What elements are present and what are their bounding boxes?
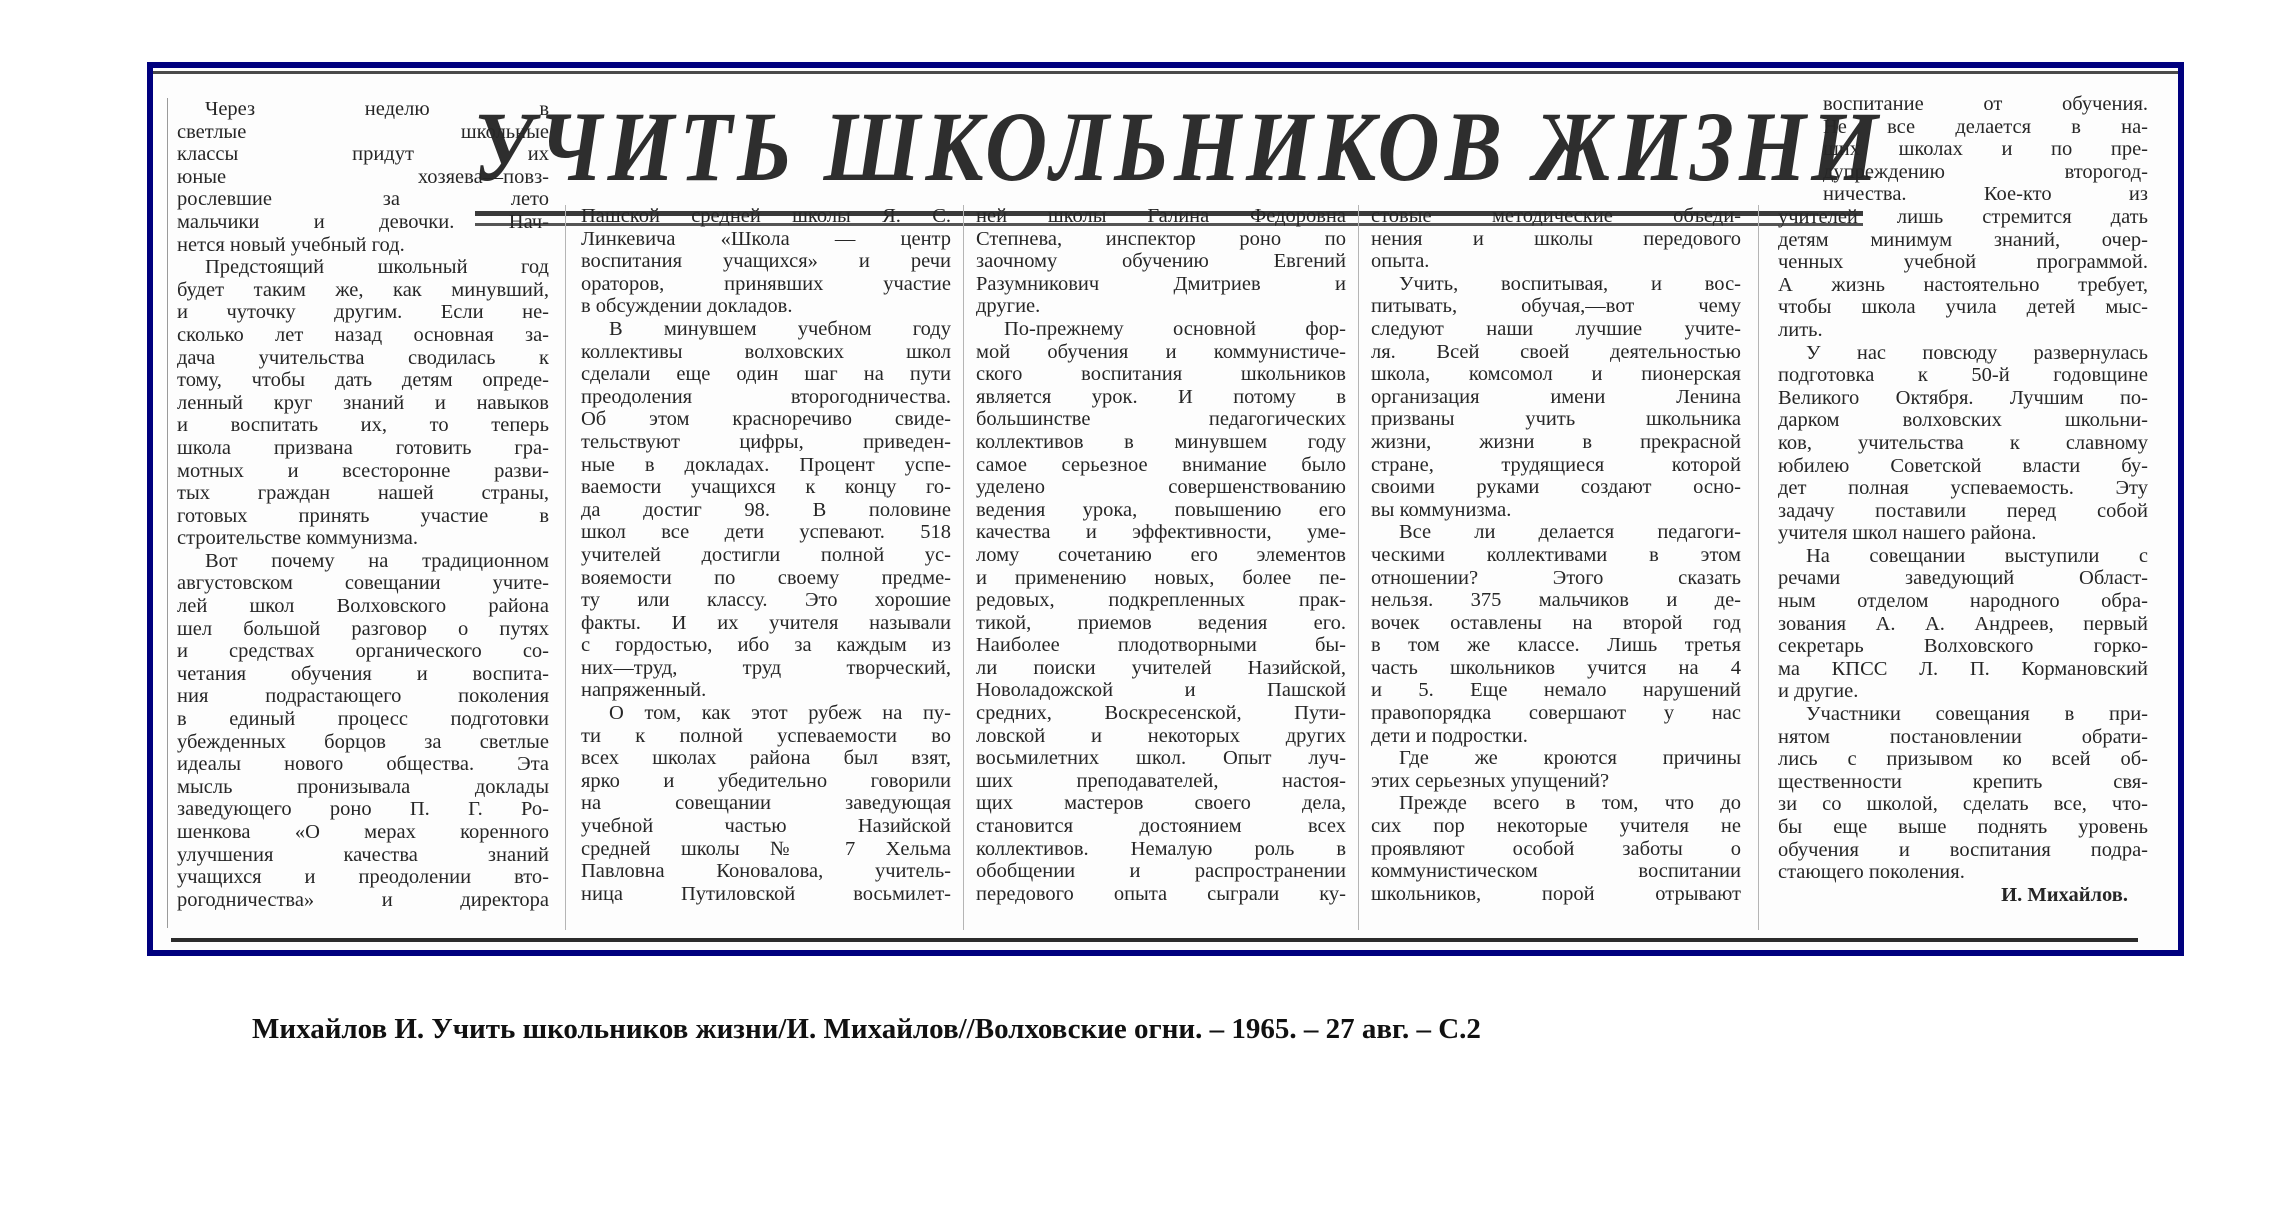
- article-text-line: Наиболее плодотворными бы-: [976, 634, 1346, 657]
- newspaper-clipping: [153, 68, 2178, 950]
- article-text-line: ярко и убедительно говорили: [581, 769, 951, 792]
- bibliographic-citation: Михайлов И. Учить школьников жизни/И. Михайлов//Волховские огни. – 1965. – 27 авг. – С.2: [252, 1013, 1481, 1045]
- article-text-line: Прежде всего в том, что до: [1399, 792, 1741, 815]
- article-text-line: напряженный.: [581, 679, 707, 702]
- article-text-line: идеалы нового общества. Эта: [177, 753, 549, 776]
- article-text-line: стающего поколения.: [1778, 861, 1965, 884]
- article-text-line: ту или классу. Это хорошие: [581, 589, 951, 612]
- article-text-line: лому сочетанию его элементов: [976, 543, 1346, 566]
- article-text-line: и чуточку другим. Если не-: [177, 301, 549, 324]
- article-text-line: вы коммунизма.: [1371, 498, 1512, 521]
- article-text-line: ших преподавателей, настоя-: [976, 769, 1346, 792]
- article-text-line: уделено совершенствованию: [976, 476, 1346, 499]
- article-text-line: мой обучения и коммунистиче-: [976, 340, 1346, 363]
- article-text-line: с гордостью, ибо за каждым из: [581, 634, 951, 657]
- bottom-rule: [171, 938, 2138, 942]
- article-text-line: мотных и всесторонне разви-: [177, 459, 549, 482]
- article-text-line: часть школьников учится на 4: [1371, 656, 1741, 679]
- article-text-line: ма КПСС Л. П. Кормановский: [1778, 657, 2148, 680]
- article-text-line: средних, Воскресенской, Пути-: [976, 702, 1346, 725]
- article-text-line: в том же классе. Лишь третья: [1371, 634, 1741, 657]
- article-column-4: [1371, 205, 1741, 905]
- article-text-line: в обсуждении докладов.: [581, 295, 793, 318]
- article-text-line: Участники совещания в при-: [1806, 703, 2148, 726]
- article-text-line: правопорядка совершают у нас: [1371, 702, 1741, 725]
- author-signature: И. Михайлов.: [2001, 883, 2128, 906]
- article-text-line: ница Путиловской восьмилет-: [581, 882, 951, 905]
- article-text-line: дет полная успеваемость. Эту: [1778, 477, 2148, 500]
- article-text-line: ти к полной успеваемости во: [581, 724, 951, 747]
- article-text-line: дети и подростки.: [1371, 724, 1528, 747]
- article-text-line: светлые школьные: [177, 120, 549, 143]
- article-text-line: мальчики и девочки. Нач-: [177, 210, 549, 233]
- article-text-line: Не все делается в на-: [1823, 115, 2148, 138]
- article-text-line: ков, учительства к славному: [1778, 431, 2148, 454]
- article-text-line: передового опыта сыграли ку-: [976, 882, 1346, 905]
- article-text-line: шел большой разговор о путях: [177, 617, 549, 640]
- article-text-line: будет таким же, как минувший,: [177, 278, 549, 301]
- article-text-line: коллективов. Немалую роль в: [976, 837, 1346, 860]
- article-text-line: школа, комсомол и пионерская: [1371, 363, 1741, 386]
- article-text-line: стовые методические объеди-: [1371, 205, 1741, 227]
- article-text-line: своими руками создают осно-: [1371, 476, 1741, 499]
- article-text-line: качества и эффективности, уме-: [976, 521, 1346, 544]
- article-text-line: ченных учебной программой.: [1778, 251, 2148, 274]
- article-text-line: тикой, приемов ведения его.: [976, 611, 1346, 634]
- article-text-line: Павловна Коновалова, учитель-: [581, 860, 951, 883]
- article-text-line: и 5. Еще немало нарушений: [1371, 679, 1741, 702]
- article-text-line: организация имени Ленина: [1371, 385, 1741, 408]
- article-text-line: рогодничества» и директора: [177, 888, 549, 911]
- top-rule: [153, 71, 2178, 74]
- article-text-line: и другие.: [1778, 680, 1859, 703]
- article-text-line: ные в докладах. Процент успе-: [581, 453, 951, 476]
- article-text-line: ваемости учащихся к концу го-: [581, 476, 951, 499]
- article-text-line: Предстоящий школьный год: [205, 256, 549, 279]
- article-text-line: самое серьезное внимание было: [976, 453, 1346, 476]
- article-text-line: учителя школ нашего района.: [1778, 522, 2037, 545]
- article-text-line: На совещании выступили с: [1806, 544, 2148, 567]
- article-text-line: юные хозяева—повз-: [177, 165, 549, 188]
- article-text-line: ловской и некоторых других: [976, 724, 1346, 747]
- article-text-line: ших школах и по пре-: [1823, 138, 2148, 161]
- article-text-line: дача учительства сводилась к: [177, 346, 549, 369]
- article-text-line: коллективы волховских школ: [581, 340, 951, 363]
- article-text-line: речами заведующий Област-: [1778, 567, 2148, 590]
- article-text-line: школа призвана готовить гра-: [177, 436, 549, 459]
- article-text-line: лись с призывом ко всей об-: [1778, 748, 2148, 771]
- article-text-line: да достиг 98. В половине: [581, 498, 951, 521]
- article-text-line: учителей лишь стремится дать: [1778, 205, 2148, 228]
- article-text-line: обобщении и распространении: [976, 860, 1346, 883]
- article-text-line: ней школы Галина Федоровна: [976, 205, 1346, 227]
- article-text-line: проявляют особой заботы о: [1371, 837, 1741, 860]
- article-text-line: подготовка к 50-й годовщине: [1778, 364, 2148, 387]
- column-divider: [963, 205, 964, 930]
- article-text-line: лить.: [1778, 318, 1823, 341]
- article-text-line: тельствуют цифры, приведен-: [581, 430, 951, 453]
- article-text-line: рослевшие за лето: [177, 188, 549, 211]
- article-column-3: [976, 205, 1346, 905]
- article-text-line: сих пор некоторые учителя не: [1371, 815, 1741, 838]
- article-text-line: следуют наши лучшие учите-: [1371, 317, 1741, 340]
- article-text-line: шенкова «О мерах коренного: [177, 821, 549, 843]
- article-text-line: и воспитать их, то теперь: [177, 414, 549, 437]
- article-text-line: щественности крепить свя-: [1778, 770, 2148, 793]
- article-text-line: лей школ Волховского района: [177, 595, 549, 618]
- article-text-line: ораторов, принявших участие: [581, 272, 951, 295]
- article-text-line: По-прежнему основной фор-: [1004, 317, 1346, 340]
- article-text-line: сделали еще один шаг на пути: [581, 363, 951, 386]
- article-text-line: Все ли делается педагоги-: [1399, 521, 1741, 544]
- article-text-line: зи со школой, сделать все, что-: [1778, 793, 2148, 816]
- article-text-line: секретарь Волховского горко-: [1778, 635, 2148, 658]
- article-text-line: ленный круг знаний и навыков: [177, 391, 549, 414]
- column-divider: [565, 205, 566, 930]
- article-text-line: отношении? Этого сказать: [1371, 566, 1741, 589]
- article-text-line: заочному обучению Евгений: [976, 250, 1346, 273]
- article-text-line: ным отделом народного обра-: [1778, 590, 2148, 613]
- article-text-line: Учить, воспитывая, и вос-: [1399, 272, 1741, 295]
- column-divider: [1758, 205, 1759, 930]
- article-text-line: зования А. А. Андреев, первый: [1778, 612, 2148, 635]
- article-text-line: Через неделю в: [205, 98, 549, 120]
- article-text-line: Вот почему на традиционном: [205, 549, 549, 572]
- article-text-line: учителей достигли полной ус-: [581, 543, 951, 566]
- article-text-line: заведующего роно П. Г. Ро-: [177, 798, 549, 821]
- article-text-line: Степнева, инспектор роно по: [976, 227, 1346, 250]
- article-text-line: Великого Октября. Лучшим по-: [1778, 386, 2148, 409]
- article-text-line: воспитания учащихся» и речи: [581, 250, 951, 273]
- article-text-line: четания обучения и воспита-: [177, 662, 549, 685]
- article-text-line: убежденных борцов за светлые: [177, 730, 549, 753]
- article-text-line: чтобы школа учила детей мыс-: [1778, 296, 2148, 319]
- article-text-line: бы еще выше поднять уровень: [1778, 816, 2148, 838]
- article-text-line: ничества. Кое-кто из: [1823, 183, 2148, 206]
- article-text-line: мысль пронизывала доклады: [177, 775, 549, 798]
- article-text-line: тых граждан нашей страны,: [177, 482, 549, 505]
- article-text-line: августовском совещании учите-: [177, 572, 549, 595]
- article-text-line: ли поиски учителей Назийской,: [976, 656, 1346, 679]
- article-text-line: Где же кроются причины: [1399, 747, 1741, 770]
- article-column-2: [581, 205, 951, 905]
- article-text-line: Новоладожской и Пашской: [976, 679, 1346, 702]
- article-text-line: О том, как этот рубеж на пу-: [609, 702, 951, 725]
- article-text-line: щих мастеров своего дела,: [976, 792, 1346, 815]
- article-text-line: ческими коллективами в этом: [1371, 543, 1741, 566]
- article-text-line: средней школы № 7 Хельма: [581, 837, 951, 860]
- article-text-line: и средствах органического со-: [177, 640, 549, 663]
- article-headline: УЧИТЬ ШКОЛЬНИКОВ ЖИЗНИ: [473, 91, 1884, 202]
- article-text-line: А жизнь настоятельно требует,: [1778, 273, 2148, 296]
- article-text-line: стране, трудящиеся которой: [1371, 453, 1741, 476]
- column-divider: [1358, 205, 1359, 930]
- article-text-line: Пашской средней школы Я. С.: [581, 205, 951, 227]
- article-column-1: [177, 98, 549, 911]
- article-text-line: вочек оставлены на второй год: [1371, 611, 1741, 634]
- article-text-line: юбилею Советской власти бу-: [1778, 454, 2148, 477]
- article-text-line: сколько лет назад основная за-: [177, 323, 549, 346]
- article-text-line: ведения урока, повышению его: [976, 498, 1346, 521]
- article-text-line: учащихся и преодолении вто-: [177, 866, 549, 889]
- article-text-line: нятом постановлении обрати-: [1778, 725, 2148, 748]
- article-text-line: улучшения качества знаний: [177, 843, 549, 866]
- article-text-line: большинстве педагогических: [976, 408, 1346, 431]
- article-text-line: школ все дети успевают. 518: [581, 521, 951, 544]
- article-text-line: другие.: [976, 295, 1041, 318]
- article-text-line: У нас повсюду развернулась: [1806, 341, 2148, 364]
- article-text-line: опыта.: [1371, 250, 1430, 273]
- article-text-line: строительстве коммунизма.: [177, 527, 419, 550]
- article-text-line: обучения и воспитания подра-: [1778, 838, 2148, 861]
- article-text-line: тому, чтобы дать детям опреде-: [177, 369, 549, 392]
- article-text-line: дарком волховских школьни-: [1778, 409, 2148, 432]
- article-text-line: призваны учить школьника: [1371, 408, 1741, 431]
- article-text-line: задачу поставили перед собой: [1778, 499, 2148, 522]
- article-text-line: детям минимум знаний, очер-: [1778, 228, 2148, 251]
- article-column-5: [1778, 93, 2148, 906]
- article-text-line: Линкевича «Школа — центр: [581, 227, 951, 250]
- article-text-line: становится достоянием всех: [976, 815, 1346, 838]
- article-text-line: коммунистическом воспитании: [1371, 860, 1741, 883]
- article-text-line: дупреждению второгод-: [1823, 160, 2148, 183]
- article-text-line: коллективов в минувшем году: [976, 430, 1346, 453]
- article-text-line: учебной частью Назийской: [581, 815, 951, 838]
- article-text-line: редовых, подкрепленных прак-: [976, 589, 1346, 612]
- article-text-line: нется новый учебный год.: [177, 233, 405, 256]
- article-text-line: в единый процесс подготовки: [177, 708, 549, 731]
- article-text-line: является урок. И потому в: [976, 385, 1346, 408]
- article-text-line: восьмилетних школ. Опыт луч-: [976, 747, 1346, 770]
- article-text-line: них—труд, труд творческий,: [581, 656, 951, 679]
- article-text-line: ского воспитания школьников: [976, 363, 1346, 386]
- article-text-line: школьников, порой отрывают: [1371, 882, 1741, 905]
- article-text-line: нельзя. 375 мальчиков и де-: [1371, 589, 1741, 612]
- article-text-line: воспитание от обучения.: [1823, 93, 2148, 115]
- article-text-line: и применению новых, более пе-: [976, 566, 1346, 589]
- article-text-line: В минувшем учебном году: [609, 317, 951, 340]
- left-rule: [167, 98, 168, 928]
- article-text-line: всех школах района был взят,: [581, 747, 951, 770]
- article-text-line: питывать, обучая,—вот чему: [1371, 295, 1741, 318]
- article-text-line: классы придут их: [177, 143, 549, 166]
- article-text-line: преодоления второгодничества.: [581, 385, 951, 408]
- article-text-line: жизни, жизни в прекрасной: [1371, 430, 1741, 453]
- article-text-line: ля. Всей своей деятельностью: [1371, 340, 1741, 363]
- article-text-line: на совещании заведующая: [581, 792, 951, 815]
- article-text-line: готовых принять участие в: [177, 504, 549, 527]
- article-text-line: факты. И их учителя называли: [581, 611, 951, 634]
- article-text-line: ния подрастающего поколения: [177, 685, 549, 708]
- article-text-line: Об этом красноречиво свиде-: [581, 408, 951, 431]
- article-text-line: нения и школы передового: [1371, 227, 1741, 250]
- newspaper-clipping-frame: [147, 62, 2184, 956]
- article-text-line: этих серьезных упущений?: [1371, 769, 1610, 792]
- article-text-line: Разумникович Дмитриев и: [976, 272, 1346, 295]
- article-text-line: вояемости по своему предме-: [581, 566, 951, 589]
